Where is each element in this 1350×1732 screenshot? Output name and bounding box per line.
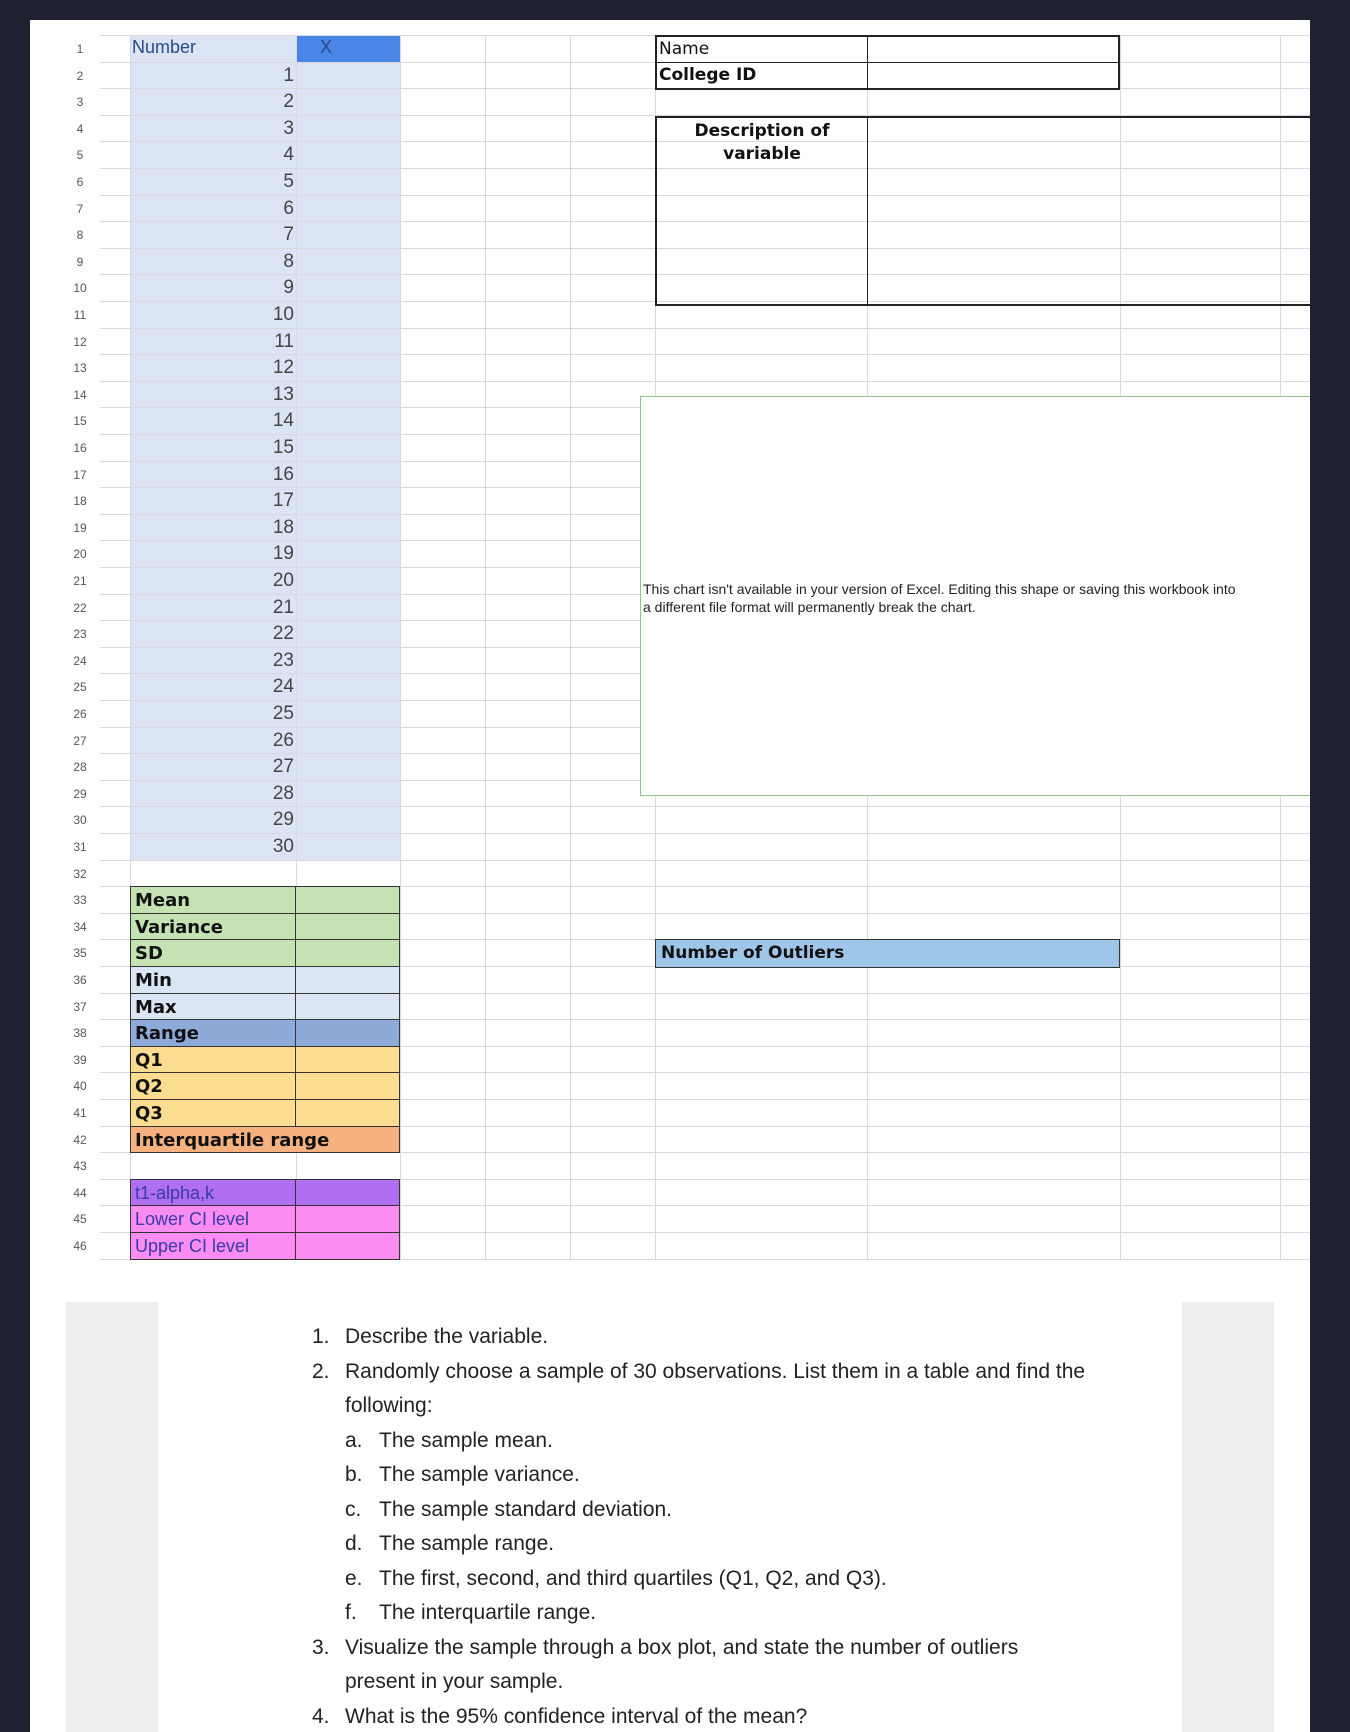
row-number[interactable]: 7 — [76, 201, 84, 216]
number-cell[interactable]: 16 — [272, 463, 294, 485]
number-cell[interactable]: 26 — [272, 729, 294, 751]
number-cell[interactable]: 15 — [272, 437, 294, 458]
row-number[interactable]: 17 — [73, 467, 87, 482]
row-number[interactable]: 2 — [76, 68, 84, 83]
row-number[interactable]: 22 — [73, 600, 87, 615]
row-number[interactable]: 29 — [73, 786, 87, 801]
number-cell[interactable]: 20 — [272, 570, 294, 591]
x-header[interactable]: X — [320, 37, 333, 57]
stat-label-cell[interactable]: Variance — [130, 913, 296, 941]
number-cell[interactable]: 12 — [272, 357, 294, 379]
ci-label-cell[interactable]: Lower CI level — [130, 1205, 296, 1233]
row-number[interactable]: 34 — [73, 919, 87, 934]
ci-value-cell[interactable] — [295, 1205, 400, 1233]
question-4-number: 4. — [312, 1704, 330, 1728]
row-number[interactable]: 41 — [73, 1106, 87, 1120]
row-number[interactable]: 33 — [73, 893, 87, 908]
row-number[interactable]: 44 — [73, 1185, 87, 1200]
number-cell[interactable]: 10 — [272, 304, 294, 325]
question-1: Describe the variable. — [345, 1325, 549, 1348]
row-number[interactable]: 11 — [73, 308, 87, 322]
row-number[interactable]: 12 — [73, 334, 87, 349]
row-number[interactable]: 42 — [73, 1132, 87, 1147]
question-1-number: 1. — [312, 1325, 330, 1348]
question-3-number: 3. — [312, 1635, 330, 1659]
row-number[interactable]: 36 — [73, 973, 87, 987]
stat-label-cell[interactable]: SD — [130, 939, 296, 967]
question-2-sub-number: a. — [345, 1428, 363, 1452]
question-2-sub-number: e. — [345, 1566, 363, 1590]
stat-value-cell[interactable] — [295, 886, 400, 914]
question-2-number: 2. — [312, 1359, 330, 1383]
question-2-sub: The interquartile range. — [379, 1601, 597, 1624]
stat-value-cell[interactable] — [295, 1072, 400, 1100]
row-number[interactable]: 26 — [73, 707, 87, 721]
name-label: Name — [659, 39, 710, 59]
number-cell[interactable]: 17 — [272, 490, 294, 512]
number-cell[interactable]: 19 — [272, 543, 294, 565]
question-2-sub: The sample mean. — [379, 1428, 553, 1452]
chart-placeholder[interactable] — [640, 396, 1310, 796]
stat-value-cell[interactable] — [295, 1019, 400, 1047]
document-page — [158, 1302, 1182, 1732]
number-cell[interactable]: 29 — [272, 809, 294, 831]
number-cell[interactable]: 21 — [272, 596, 294, 618]
question-2-sub-number: b. — [345, 1463, 363, 1486]
row-number[interactable]: 32 — [73, 866, 87, 881]
row-number[interactable]: 21 — [73, 574, 87, 588]
row-number[interactable]: 9 — [76, 254, 84, 269]
row-number[interactable]: 40 — [73, 1079, 87, 1094]
grid-column-line — [400, 35, 401, 1259]
name-input-cell[interactable] — [868, 35, 1118, 62]
number-cell[interactable]: 8 — [283, 250, 294, 272]
description-divider — [867, 116, 868, 306]
row-number[interactable]: 15 — [73, 414, 87, 429]
screenshot-frame — [30, 20, 1310, 1732]
row-number[interactable]: 3 — [76, 95, 84, 110]
number-cell[interactable]: 9 — [283, 277, 294, 299]
stat-label-cell[interactable]: Min — [130, 966, 296, 994]
row-number[interactable]: 13 — [73, 361, 87, 376]
number-cell[interactable]: 11 — [274, 330, 294, 352]
row-number[interactable]: 25 — [73, 680, 87, 695]
stat-value-cell[interactable] — [295, 993, 400, 1021]
number-cell[interactable]: 27 — [272, 756, 294, 778]
question-2-sub-number: f. — [345, 1601, 357, 1624]
row-number[interactable]: 30 — [73, 813, 87, 828]
description-input-cell[interactable] — [869, 118, 1309, 304]
number-cell[interactable]: 24 — [272, 676, 294, 698]
ci-label-cell[interactable]: t1-alpha,k — [130, 1179, 296, 1207]
ci-value-cell[interactable] — [295, 1179, 400, 1207]
row-number[interactable]: 37 — [73, 999, 87, 1014]
row-number[interactable]: 19 — [73, 520, 87, 535]
number-cell[interactable]: 5 — [283, 171, 294, 192]
number-cell[interactable]: 3 — [283, 117, 294, 139]
stat-label-cell[interactable]: Max — [130, 993, 296, 1021]
stat-label-cell[interactable]: Q3 — [130, 1099, 296, 1127]
stat-label-cell[interactable]: Range — [130, 1019, 296, 1047]
stat-value-cell[interactable] — [295, 966, 400, 994]
number-cell[interactable]: 30 — [272, 836, 294, 857]
row-number[interactable]: 18 — [73, 494, 87, 509]
ci-label-cell[interactable]: Upper CI level — [130, 1232, 296, 1260]
outliers-box[interactable]: Number of Outliers — [655, 939, 1120, 968]
number-cell[interactable]: 28 — [272, 782, 294, 804]
number-cell[interactable]: 14 — [272, 410, 294, 432]
number-cell[interactable]: 25 — [272, 703, 294, 724]
row-number[interactable]: 1 — [76, 42, 84, 56]
question-2-sub: The sample standard deviation. — [379, 1497, 673, 1521]
row-number[interactable]: 14 — [73, 387, 87, 402]
row-number[interactable]: 45 — [73, 1212, 87, 1227]
row-number[interactable]: 27 — [73, 733, 87, 748]
row-number[interactable]: 10 — [73, 281, 87, 296]
college-id-label: College ID — [659, 64, 757, 85]
number-cell[interactable]: 6 — [283, 197, 294, 219]
row-number[interactable]: 23 — [73, 627, 87, 642]
spreadsheet[interactable] — [30, 20, 1310, 1282]
row-number[interactable]: 8 — [76, 228, 84, 243]
stat-value-cell[interactable] — [295, 1046, 400, 1074]
number-cell[interactable]: 22 — [272, 623, 294, 645]
number-cell[interactable]: 1 — [283, 64, 294, 86]
question-2-sub-number: c. — [345, 1497, 362, 1521]
number-cell[interactable]: 2 — [283, 91, 294, 113]
stat-value-cell[interactable] — [295, 1099, 400, 1127]
question-2-sub-number: d. — [345, 1532, 363, 1555]
question-2-sub: The sample range. — [379, 1532, 555, 1555]
stat-label-cell[interactable]: Q1 — [130, 1046, 296, 1074]
number-cell[interactable]: 4 — [283, 144, 294, 166]
row-number[interactable]: 46 — [73, 1239, 87, 1253]
row-number[interactable]: 5 — [76, 148, 84, 163]
row-number[interactable]: 31 — [73, 840, 87, 854]
row-number[interactable]: 24 — [73, 653, 87, 668]
question-2-sub: The sample variance. — [379, 1463, 580, 1486]
stat-label-cell[interactable]: Mean — [130, 886, 296, 914]
number-cell[interactable]: 18 — [272, 516, 294, 538]
question-2: Randomly choose a sample of 30 observations. List them in a table and find the following: — [345, 1359, 1086, 1417]
number-header[interactable]: Number — [132, 37, 197, 57]
stat-value-cell[interactable] — [295, 913, 400, 941]
question-2-sub: The first, second, and third quartiles (Q1, Q2, and Q3). — [379, 1566, 887, 1590]
row-number[interactable]: 43 — [73, 1159, 87, 1174]
number-cell[interactable]: 7 — [283, 224, 294, 246]
number-cell[interactable]: 23 — [272, 649, 294, 671]
row-number[interactable]: 28 — [73, 760, 87, 775]
number-cell[interactable]: 13 — [272, 383, 294, 405]
question-3: Visualize the sample through a box plot, and state the number of outliers present in your sample. — [345, 1635, 1019, 1693]
row-number[interactable]: 39 — [73, 1052, 87, 1067]
chart-unavailable-message: This chart isn't available in your version of Excel. Editing this shape or saving this workbook into a different file format will permanently break the chart. — [643, 581, 1236, 615]
grid-column-line — [485, 35, 486, 1259]
college-id-input-cell[interactable] — [868, 62, 1118, 89]
row-number[interactable]: 20 — [73, 547, 87, 562]
row-number[interactable]: 16 — [73, 441, 87, 455]
stat-label-cell[interactable]: Q2 — [130, 1072, 296, 1100]
row-number[interactable]: 4 — [76, 121, 84, 136]
row-number[interactable]: 6 — [76, 175, 84, 189]
ci-value-cell[interactable] — [295, 1232, 400, 1260]
grid-column-line — [570, 35, 571, 1259]
stat-value-cell[interactable] — [295, 939, 400, 967]
stat-label-cell[interactable]: Interquartile range — [130, 1126, 400, 1154]
assignment-document — [66, 1302, 1274, 1732]
question-4: What is the 95% confidence interval of the mean? — [345, 1704, 808, 1728]
row-number[interactable]: 38 — [73, 1026, 87, 1041]
description-label: Description of variable — [694, 121, 830, 164]
row-number[interactable]: 35 — [73, 946, 87, 961]
